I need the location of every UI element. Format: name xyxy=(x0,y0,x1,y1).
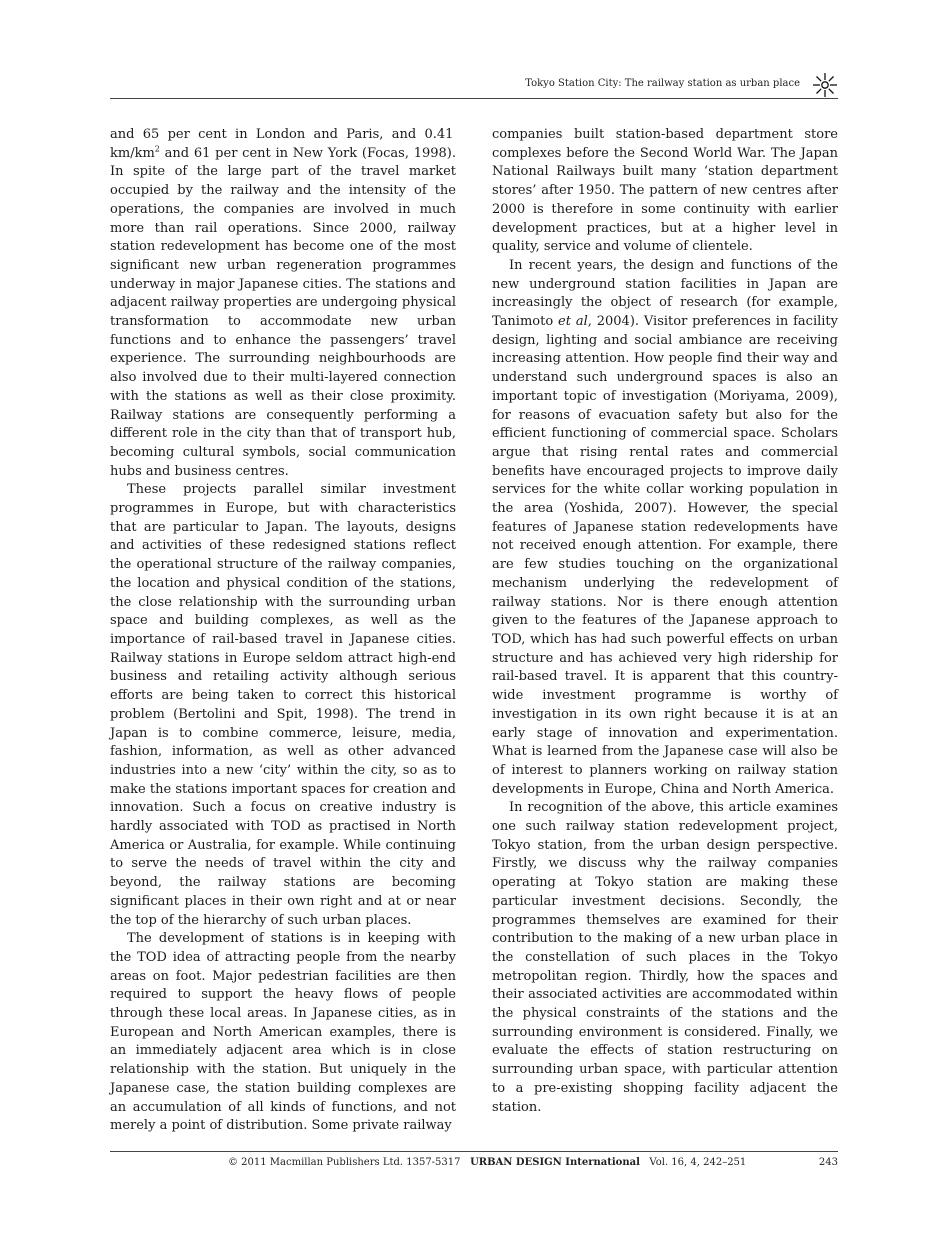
right-paragraph-3: In recognition of the above, this article examines one such railway station redevelopment project, Tokyo station, from the urban design perspective. Firstly, we discuss why the railway companies operating at Tokyo station are making these particular investment decisions. Secondly, the programmes themselves are examined for their contribution to the making of a new urban place in the constellation of such places in the Tokyo metropolitan region. Thirdly, how the spaces and their associated activities are accommodated within the physical constraints of the stations and the surrounding environment is considered. Finally, we evaluate the effects of station restructuring on surrounding urban space, with particular attention to a pre-existing shopping facility adjacent the station. xyxy=(492,800,838,1115)
footer-citation xyxy=(228,1157,746,1168)
right-column xyxy=(492,126,838,1117)
journal-name: URBAN DESIGN International xyxy=(470,1157,640,1168)
running-title: Tokyo Station City: The railway station as urban place xyxy=(525,78,800,89)
page-footer xyxy=(110,1151,838,1168)
page-number: 243 xyxy=(818,1157,838,1168)
running-header xyxy=(110,76,838,99)
right-paragraph-2: In recent years, the design and functions of the new underground station facilities in Japan are increasingly the object of research (for example, Tanimoto et al, 2004). Visitor preferences in facility design, lighting and social ambiance are receiving increasing attention. How people find their way and understand such underground spaces is also an important topic of investigation (Moriyama, 2009), for reasons of evacuation safety but also for the efficient functioning of commercial space. Scholars argue that rising rental rates and commercial benefits have encouraged projects to improve daily services for the white collar working population in the area (Yoshida, 2007). However, the special features of Japanese station redevelopments have not received enough attention. For example, there are few studies touching on the organizational mechanism underlying the redevelopment of railway stations. Nor is there enough attention given to the features of the Japanese approach to TOD, which has had such powerful effects on urban structure and has achieved very high ridership for rail-based travel. It is apparent that this country-wide investment programme is worthy of investigation in its own right because it is at an early stage of innovation and experimentation. What is learned from the Japanese case will also be of interest to planners working on railway station developments in Europe, China and North America. xyxy=(492,257,838,797)
right-paragraph-1: companies built station-based department store complexes before the Second World War. The Japan National Railways built many ‘station department stores’ after 1950. The pattern of new centres after 2000 is therefore in some continuity with earlier development practices, but at a higher level in quality, service and volume of clientele. xyxy=(492,127,838,255)
left-column xyxy=(110,126,456,1136)
left-paragraph-1: and 65 per cent in London and Paris, and 0.41 $km/km^2$ and 61 per cent in New York (Focas, 1998). In spite of the large part of the travel market occupied by the railway and the intensity of the operations, the companies are involved in much more than rail operations. Since 2000, railway station redevelopment has become one of the most significant new urban regeneration programmes underway in major Japanese cities. The stations and adjacent railway properties are undergoing physical transformation to accommodate new urban functions and to enhance the passengers’ travel experience. The surrounding neighbourhoods are also involved due to their multi-layered connection with the stations as well as their close proximity. Railway stations are consequently performing a different role in the city than that of transport hub, becoming cultural symbols, social communication hubs and business centres. xyxy=(110,127,456,479)
left-paragraph-2: These projects parallel similar investment programmes in Europe, but with characteristics that are particular to Japan. The layouts, designs and activities of these redesigned stations reflect the operational structure of the railway companies, the location and physical condition of the stations, the close relationship with the surrounding urban space and building complexes, as well as the importance of rail-based travel in Japanese cities. Railway stations in Europe seldom attract high-end business and retailing activity although serious efforts are being taken to correct this historical problem (Bertolini and Spit, 1998). The trend in Japan is to combine commerce, leisure, media, fashion, information, as well as other advanced industries into a new ‘city’ within the city, so as to make the stations important spaces for creation and innovation. Such a focus on creative industry is hardly associated with TOD as practised in North America or Australia, for example. While continuing to serve the needs of travel within the city and beyond, the railway stations are becoming significant places in their own right and at or near the top of the hierarchy of such urban places. xyxy=(110,482,456,928)
asterisk-sun-icon xyxy=(812,72,838,102)
copyright-text: © 2011 Macmillan Publishers Ltd. 1357-5317 xyxy=(228,1157,461,1168)
volume-info: Vol. 16, 4, 242–251 xyxy=(649,1157,747,1168)
left-paragraph-3: The development of stations is in keeping with the TOD idea of attracting people from the nearby areas on foot. Major pedestrian facilities are then required to support the heavy flows of people through these local areas. In Japanese cities, as in European and North American examples, there is an immediately adjacent area which is in close relationship with the station. But uniquely in the Japanese case, the station building complexes are an accumulation of all kinds of functions, and not merely a point of distribution. Some private railway xyxy=(110,931,456,1134)
